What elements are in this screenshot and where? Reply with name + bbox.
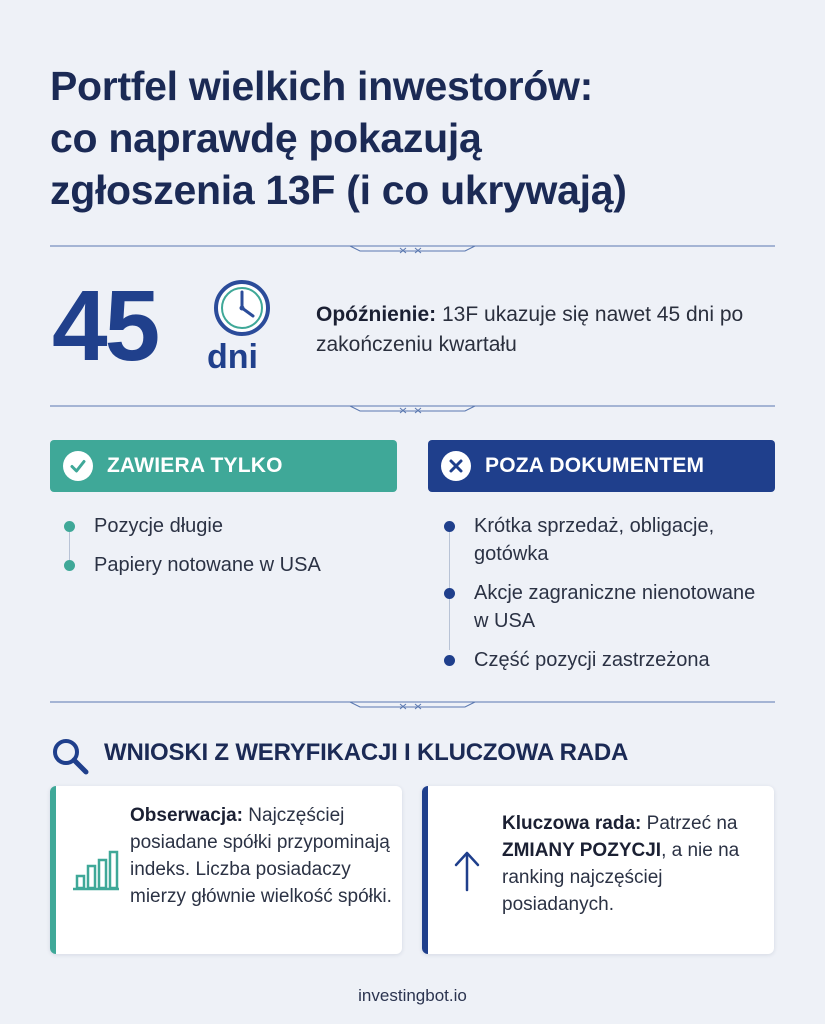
- conclusions-title: WNIOSKI Z WERYFIKACJI I KLUCZOWA RADA: [104, 739, 629, 766]
- magnifier-icon: [50, 736, 90, 776]
- excludes-header-label: POZA DOKUMENTEM: [485, 454, 705, 477]
- list-item: Akcje zagraniczne nienotowane w USA: [442, 579, 772, 635]
- page-title-line: co naprawdę pokazują: [50, 115, 482, 161]
- includes-header: [50, 440, 397, 492]
- arrow-up-icon: [452, 850, 482, 897]
- advice-text: Kluczowa rada: Patrzeć na ZMIANY POZYCJI, a nie na ranking najczęściej posiadanych.: [502, 813, 740, 915]
- page-title-line: zgłoszenia 13F (i co ukrywają): [50, 167, 627, 213]
- advice-label: Kluczowa rada:: [502, 813, 642, 834]
- observation-card: [50, 786, 402, 954]
- list-item: Krótka sprzedaż, obligacje, gotówka: [442, 512, 772, 568]
- x-icon: [441, 451, 471, 481]
- observation-label: Obserwacja:: [130, 805, 243, 826]
- delay-number: 45: [52, 270, 158, 382]
- excludes-list: [442, 512, 772, 685]
- clock-icon: [212, 278, 272, 338]
- list-item: Pozycje długie: [62, 512, 382, 540]
- check-icon: [63, 451, 93, 481]
- page-title: [50, 60, 790, 216]
- advice-emphasis: ZMIANY POZYCJI: [502, 840, 662, 861]
- includes-list: [62, 512, 382, 590]
- list-item: Część pozycji zastrzeżona: [442, 646, 772, 674]
- divider: [50, 696, 775, 710]
- delay-unit: dni: [207, 338, 258, 376]
- delay-description: [316, 300, 786, 360]
- divider: [50, 240, 775, 254]
- excludes-header: [428, 440, 775, 492]
- page-title-line: Portfel wielkich inwestorów:: [50, 63, 593, 109]
- bar-chart-icon: [72, 848, 120, 897]
- advice-card: [422, 786, 774, 954]
- delay-text: 13F ukazuje się nawet 45 dni po zakończeniu kwartału: [316, 303, 744, 356]
- footer-site: investingbot.io: [358, 986, 467, 1005]
- includes-header-label: ZAWIERA TYLKO: [107, 454, 283, 477]
- delay-label: Opóźnienie:: [316, 303, 437, 326]
- divider: [50, 400, 775, 414]
- list-item: Papiery notowane w USA: [62, 551, 382, 579]
- observation-text: Obserwacja: Najczęściej posiadane spółki przypominają indeks. Liczba posiadaczy mierzy głównie wielkość spółki.: [130, 805, 392, 907]
